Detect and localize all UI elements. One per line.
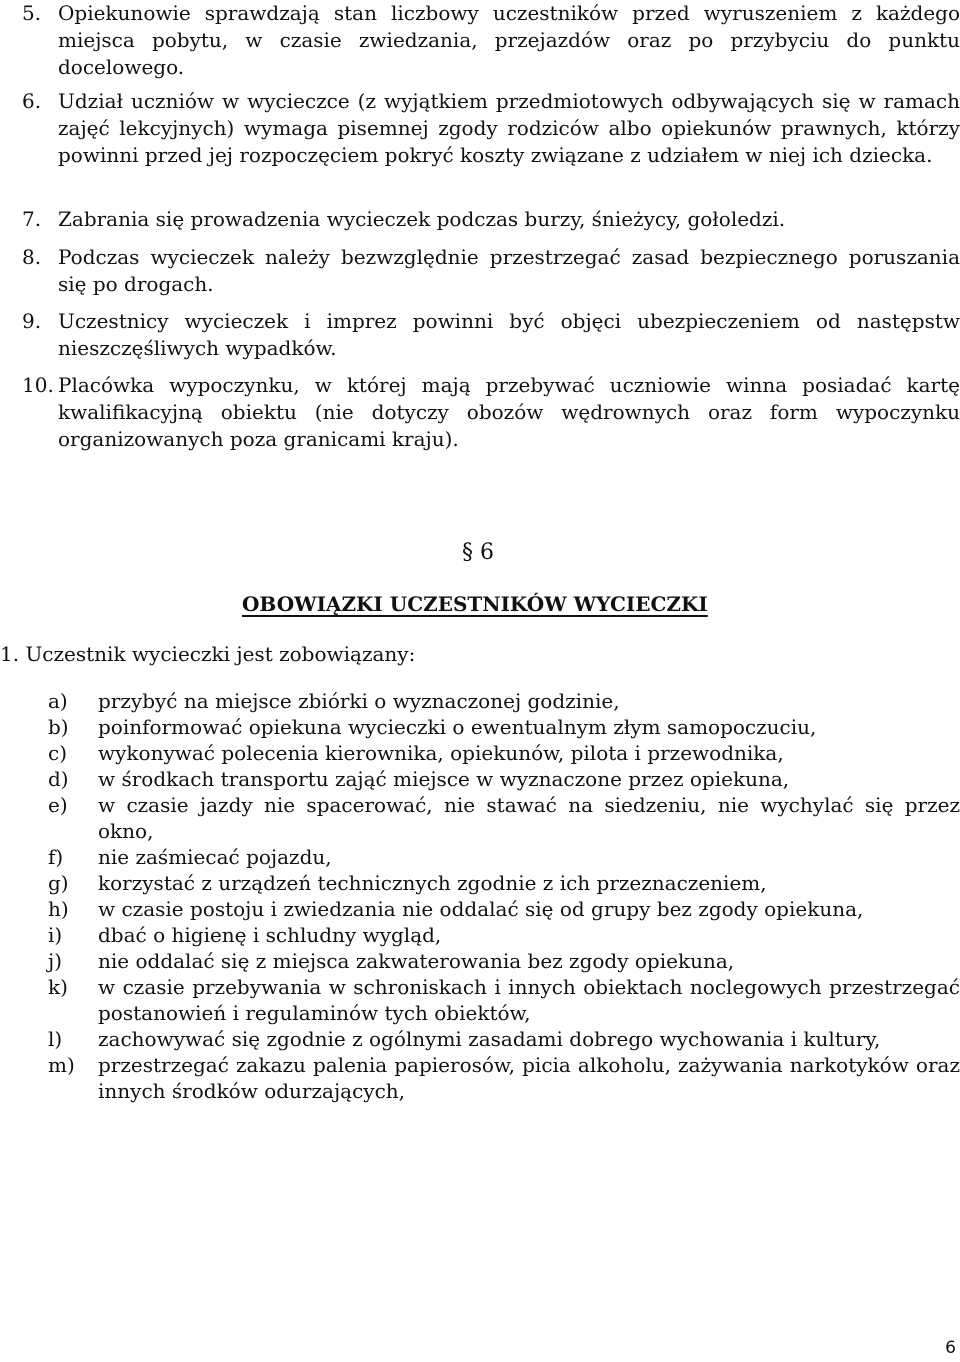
list-item (0, 740, 960, 766)
list-item-letter: l) (48, 1027, 63, 1051)
list-item-letter: b) (48, 715, 69, 739)
rule-6 (22, 88, 960, 169)
rule-text: Opiekunowie sprawdzają stan liczbowy uczestników przed wyruszeniem z każdego miejsca pobytu, w czasie zwiedzania, przejazdów oraz po przybyciu do punktu docelowego. (58, 1, 960, 79)
rule-text: Udział uczniów w wycieczce (z wyjątkiem przedmiotowych odbywających się w ramach zajęć lekcyjnych) wymaga pisemnej zgody rodziców albo opiekunów prawnych, którzy powinni przed jej rozpoczęciem pokryć koszty związane z udziałem w niej ich dziecka. (58, 89, 960, 167)
list-item-text: zachowywać się zgodnie z ogólnymi zasadami dobrego wychowania i kultury, (98, 1027, 881, 1051)
rule-text: Podczas wycieczek należy bezwzględnie przestrzegać zasad bezpiecznego poruszania się po drogach. (58, 245, 960, 296)
list-item (0, 922, 960, 948)
rule-10 (22, 372, 960, 453)
duties-list (0, 688, 960, 1104)
rule-text: Placówka wypoczynku, w której mają przebywać uczniowie winna posiadać kartę kwalifikacyjną obiektu (nie dotyczy obozów wędrownych oraz form wypoczynku organizowanych poza granicami kraju). (58, 373, 960, 451)
list-item-letter: h) (48, 897, 69, 921)
list-item-text: w czasie jazdy nie spacerować, nie stawać na siedzeniu, nie wychylać się przez okno, (98, 793, 960, 843)
rule-number: 7. (22, 207, 42, 231)
list-item-letter: i) (48, 923, 63, 947)
list-item-text: dbać o higienę i schludny wygląd, (98, 923, 442, 947)
list-item-text: korzystać z urządzeń technicznych zgodnie z ich przeznaczeniem, (98, 871, 767, 895)
list-item (0, 766, 960, 792)
rule-number: 10. (22, 373, 54, 397)
rule-text: Zabrania się prowadzenia wycieczek podczas burzy, śnieżycy, gołoledzi. (58, 207, 786, 231)
list-item (0, 870, 960, 896)
section-title: OBOWIĄZKI UCZESTNIKÓW WYCIECZKI (242, 592, 708, 616)
list-item-text: w czasie przebywania w schroniskach i innych obiektach noclegowych przestrzegać postanowień i regulaminów tych obiektów, (98, 975, 960, 1025)
list-item (0, 948, 960, 974)
list-item-letter: f) (48, 845, 64, 869)
list-item-letter: j) (48, 949, 63, 973)
list-item (0, 714, 960, 740)
list-item (0, 688, 960, 714)
list-item-letter: c) (48, 741, 68, 765)
list-item (0, 1052, 960, 1104)
list-item (0, 792, 960, 844)
list-item-text: nie zaśmiecać pojazdu, (98, 845, 332, 869)
rule-7 (22, 206, 960, 233)
section-sign: § 6 (462, 540, 494, 565)
list-item-letter: m) (48, 1053, 75, 1077)
list-item-text: wykonywać polecenia kierownika, opiekunów, pilota i przewodnika, (98, 741, 784, 765)
list-item-letter: e) (48, 793, 68, 817)
list-item-text: przestrzegać zakazu palenia papierosów, picia alkoholu, zażywania narkotyków oraz innych środków odurzających, (98, 1053, 960, 1103)
list-item-text: przybyć na miejsce zbiórki o wyznaczonej godzinie, (98, 689, 620, 713)
list-item (0, 974, 960, 1026)
list-item-text: nie oddalać się z miejsca zakwaterowania bez zgody opiekuna, (98, 949, 735, 973)
rule-number: 5. (22, 1, 42, 25)
page-number: 6 (945, 1338, 956, 1358)
list-item-letter: d) (48, 767, 69, 791)
rule-8 (22, 244, 960, 298)
rule-number: 9. (22, 309, 42, 333)
rule-5 (22, 0, 960, 81)
rule-number: 8. (22, 245, 42, 269)
list-item (0, 896, 960, 922)
list-item (0, 1026, 960, 1052)
list-item (0, 844, 960, 870)
list-item-letter: a) (48, 689, 68, 713)
list-item-text: w środkach transportu zająć miejsce w wyznaczone przez opiekuna, (98, 767, 790, 791)
list-item-text: w czasie postoju i zwiedzania nie oddalać się od grupy bez zgody opiekuna, (98, 897, 864, 921)
list-item-text: poinformować opiekuna wycieczki o ewentualnym złym samopoczuciu, (98, 715, 817, 739)
section-intro: 1. Uczestnik wycieczki jest zobowiązany: (0, 642, 416, 666)
rule-9 (22, 308, 960, 362)
list-item-letter: g) (48, 871, 69, 895)
rule-text: Uczestnicy wycieczek i imprez powinni być objęci ubezpieczeniem od następstw nieszczęśliwych wypadków. (58, 309, 960, 360)
rule-number: 6. (22, 89, 42, 113)
list-item-letter: k) (48, 975, 68, 999)
